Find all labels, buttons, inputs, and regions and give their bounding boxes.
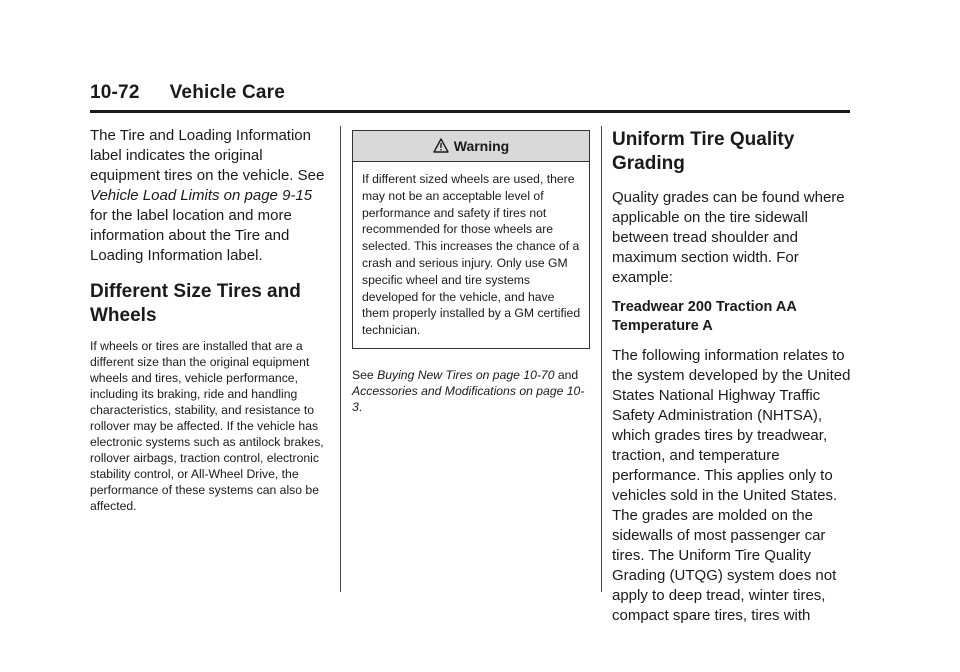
heading-different-size: Different Size Tires and Wheels: [90, 281, 301, 326]
page-header: [90, 82, 850, 113]
vehicle-load-limits-link[interactable]: Vehicle Load Limits on page 9-15: [90, 187, 313, 204]
header-text: [90, 82, 850, 104]
see-also-paragraph: [352, 367, 590, 415]
example-grades: Treadwear 200 Traction AA Temperature A: [612, 299, 797, 334]
column-left: [90, 126, 326, 514]
column-divider-right: [601, 126, 602, 592]
column-divider-left: [340, 126, 341, 592]
section-title: Vehicle Care: [169, 82, 286, 103]
and-word: and: [557, 367, 579, 382]
column-middle: [352, 126, 590, 415]
warning-triangle-icon: [433, 138, 449, 153]
see-word: See: [352, 367, 374, 382]
intro-text-end: for the label location and more information about the Tire and Loading Information label.: [90, 207, 292, 264]
accessories-modifications-link[interactable]: Accessories and Modifications on page 10-3: [352, 383, 585, 414]
different-size-paragraph: If wheels or tires are installed that are a different size than the original equipment wheels and tires, vehicle performance, including its braking, ride and handling characteristics, stability, and resistance to rollover may be affected. If the vehicle has electronic systems such as antilock brakes, rollover airbags, traction control, electronic stability control, or All-Wheel Drive, the performance of these systems can also be affected.: [90, 339, 324, 513]
warning-title: Warning: [453, 138, 510, 154]
warning-header: [353, 131, 589, 162]
quality-grades-paragraph: Quality grades can be found where applicable on the tire sidewall between tread shoulder and maximum section width. For example:: [612, 189, 845, 286]
intro-text: The Tire and Loading Information label indicates the original equipment tires on the vehicle. See: [90, 127, 325, 184]
see-end: .: [358, 399, 363, 414]
buying-new-tires-link[interactable]: Buying New Tires on page 10-70: [377, 367, 555, 382]
column-right: [612, 126, 852, 636]
header-rule: [90, 110, 850, 113]
warning-box: [352, 130, 590, 349]
intro-paragraph: [90, 126, 326, 266]
warning-body: If different sized wheels are used, there may not be an acceptable level of performance and safety if tires not recommended for those wheels are selected. This increases the chance of a crash and serious injury. Only use GM specific wheel and tire systems developed for the vehicle, and have them properly installed by a GM certified technician.: [362, 172, 581, 338]
heading-utqg: Uniform Tire Quality Grading: [612, 129, 795, 174]
nhtsa-paragraph: The following information relates to the system developed by the United States National Highway Traffic Safety Administration (NHTSA), which grades tires by treadwear, traction, and temperature performance. This applies only to vehicles sold in the United States. The grades are molded on the sidewalls of most passenger car tires. The Uniform Tire Quality Grading (UTQG) system does not apply to deep tread, winter tires, compact spare tires, tires with: [612, 347, 851, 624]
page-number: 10-72: [90, 82, 140, 103]
